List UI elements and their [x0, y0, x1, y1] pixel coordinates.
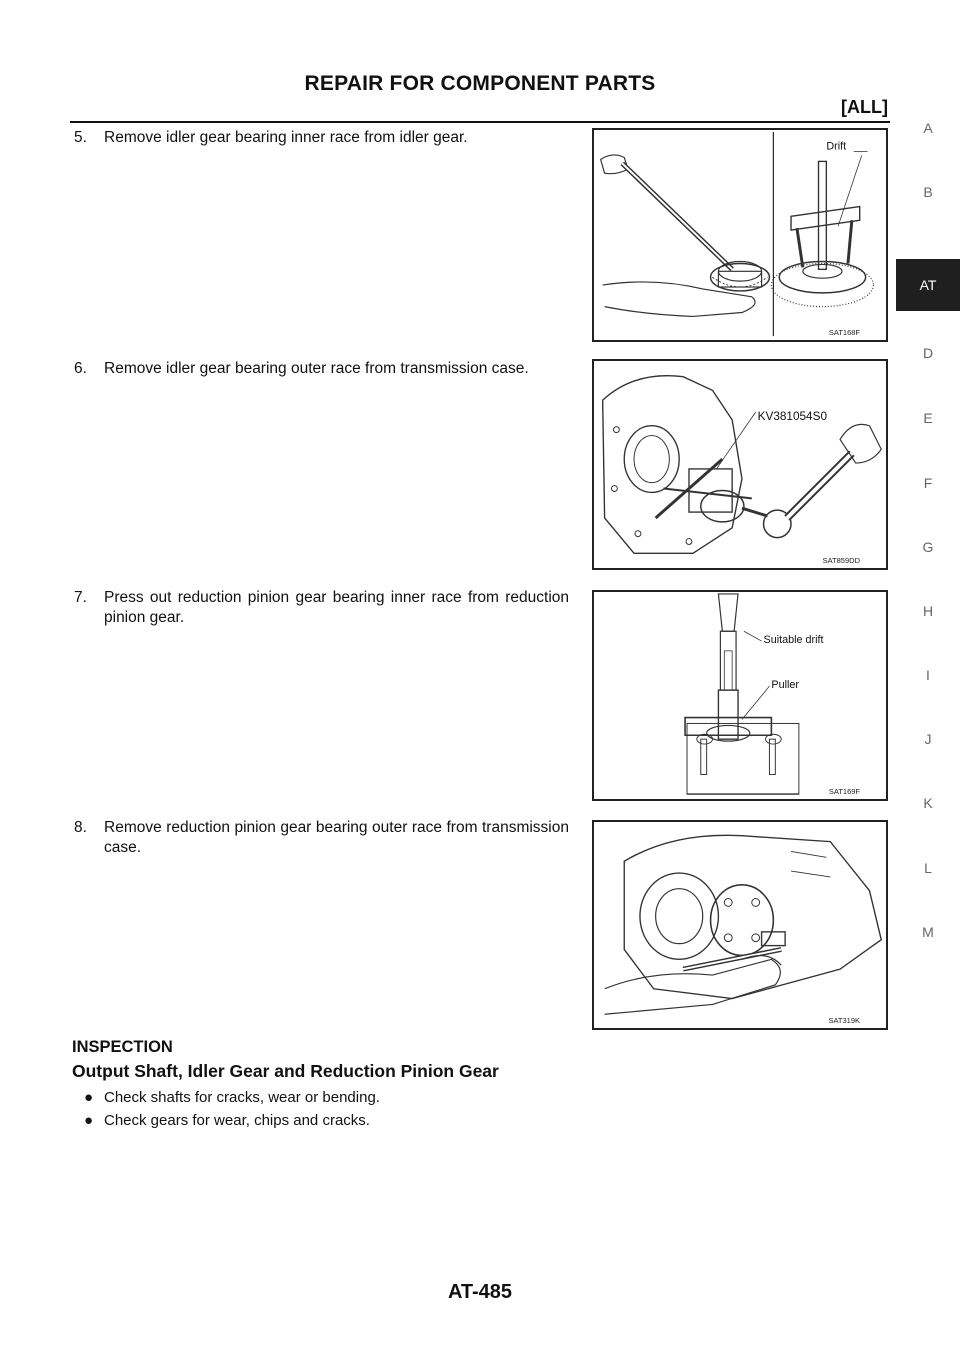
section-tab-e[interactable]: E — [923, 410, 933, 426]
step-text: Remove idler gear bearing outer race from transmission case. — [104, 360, 529, 377]
section-tab-at[interactable]: AT — [896, 259, 960, 311]
section-tab-m[interactable]: M — [922, 924, 934, 940]
section-tab-a[interactable]: A — [923, 120, 933, 136]
step-5 — [74, 128, 569, 148]
page-title: REPAIR FOR COMPONENT PARTS — [304, 72, 656, 95]
callout-kv381054s0: KV381054S0 — [757, 409, 828, 423]
step-text: Press out reduction pinion gear bearing inner race from reduction pinion gear. — [104, 589, 569, 626]
figure-code: SAT169F — [828, 787, 860, 796]
section-tab-k[interactable]: K — [923, 795, 933, 811]
step-6 — [74, 359, 569, 379]
list-item-text: Check shafts for cracks, wear or bending. — [104, 1089, 380, 1106]
figure-sat169f — [592, 590, 888, 801]
figure-code: SAT319K — [828, 1016, 860, 1025]
subsection-heading: Output Shaft, Idler Gear and Reduction Pinion Gear — [72, 1061, 499, 1081]
section-tab-d[interactable]: D — [922, 345, 934, 361]
section-tab-h[interactable]: H — [922, 603, 934, 619]
scope-label: [ALL] — [841, 97, 888, 117]
section-tab-b[interactable]: B — [923, 184, 933, 200]
illustration-transmission-case-tool — [594, 361, 886, 568]
step-text: Remove reduction pinion gear bearing outer race from transmission case. — [104, 819, 569, 856]
step-number: 6. — [74, 360, 87, 377]
callout-drift: Drift — [826, 140, 847, 153]
section-tab-f[interactable]: F — [923, 475, 933, 491]
page-number: AT-485 — [447, 1281, 513, 1303]
figure-sat859dd — [592, 359, 888, 570]
figure-sat319k — [592, 820, 888, 1030]
step-number: 8. — [74, 819, 87, 836]
list-item-text: Check gears for wear, chips and cracks. — [104, 1112, 370, 1129]
header-rule — [70, 121, 890, 123]
illustration-idler-gear-puller — [594, 130, 886, 340]
figure-code: SAT859DD — [822, 556, 860, 565]
callout-suitable-drift: Suitable drift — [763, 634, 824, 647]
illustration-case-outer-race-removal — [594, 822, 886, 1028]
section-tab-i[interactable]: I — [926, 667, 930, 683]
step-7 — [74, 588, 569, 628]
bullet-icon: ● — [84, 1112, 94, 1129]
callout-puller: Puller — [771, 679, 799, 692]
section-tab-g[interactable]: G — [922, 539, 934, 555]
step-text: Remove idler gear bearing inner race from idler gear. — [104, 129, 468, 146]
illustration-press-puller — [594, 592, 886, 799]
step-number: 7. — [74, 589, 87, 606]
step-number: 5. — [74, 129, 87, 146]
section-tab-l[interactable]: L — [924, 860, 932, 876]
section-tab-j[interactable]: J — [924, 731, 932, 747]
bullet-icon: ● — [84, 1089, 94, 1106]
step-8 — [74, 818, 569, 858]
figure-sat168f — [592, 128, 888, 342]
figure-code: SAT168F — [828, 328, 860, 337]
section-heading-inspection: INSPECTION — [72, 1038, 173, 1056]
